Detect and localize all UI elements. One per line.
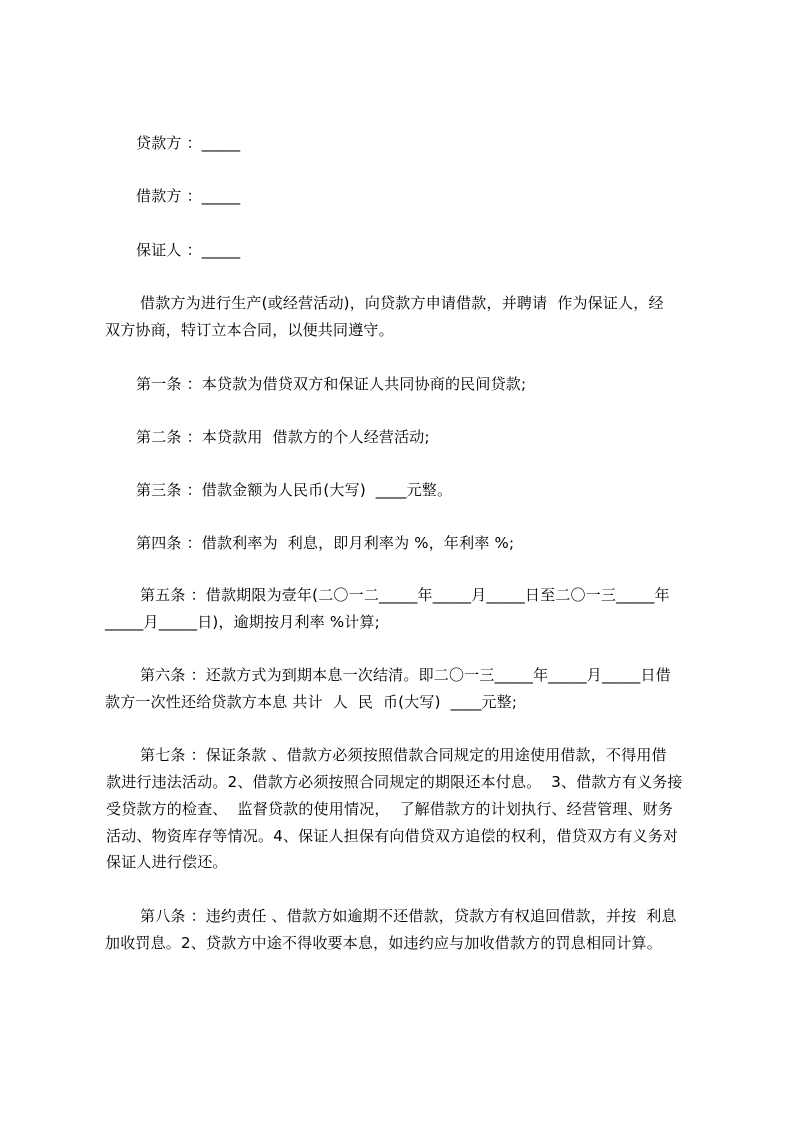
article-8-line-2: 加收罚息。2、贷款方中途不得收要本息，如违约应与加收借款方的罚息相同计算。 — [105, 934, 662, 952]
guarantor-line: 保证人 ：_____ — [136, 241, 241, 259]
article-6-line-2: 款方一次性还给贷款方本息 共计 人 民 币(大写) ____元整; — [105, 693, 518, 711]
article-7-line-3: 受贷款方的检查、 监督贷款的使用情况， 了解借款方的计划执行、经营管理、财务 — [106, 800, 674, 818]
preamble-line-2: 双方协商，特订立本合同，以便共同遵守。 — [105, 321, 394, 339]
article-1: 第一条 ：本贷款为借贷双方和保证人共同协商的民间贷款; — [136, 375, 527, 393]
article-6-line-1: 第六条 ：还款方式为到期本息一次结清。即二〇一三_____年_____月_____日借 — [140, 666, 671, 684]
article-7-line-4: 活动、物资库存等情况。4、保证人担保有向借贷双方追偿的权利，借贷双方有义务对 — [106, 827, 679, 845]
article-7-line-5: 保证人进行偿还。 — [106, 853, 228, 871]
article-2: 第二条 ：本贷款用 借款方的个人经营活动; — [136, 428, 430, 446]
article-5-line-1: 第五条 ：借款期限为壹年(二〇一二_____年_____月_____日至二〇一三_____年 — [140, 586, 670, 604]
preamble-line-1: 借款方为进行生产(或经营活动)，向贷款方申请借款，并聘请 作为保证人，经 — [140, 294, 664, 312]
lender-line: 贷款方 ：_____ — [136, 134, 241, 152]
article-3: 第三条 ：借款金额为人民币(大写) ____元整。 — [136, 481, 453, 499]
article-8-line-1: 第八条 ：违约责任 、借款方如逾期不还借款，贷款方有权追回借款，并按 利息 — [140, 907, 677, 925]
borrower-line: 借款方 ：_____ — [136, 187, 241, 205]
article-7-line-1: 第七条 ：保证条款 、借款方必须按照借款合同规定的用途使用借款，不得用借 — [140, 746, 667, 764]
article-4: 第四条 ：借款利率为 利息，即月利率为 %，年利率 %; — [136, 534, 515, 552]
article-5-line-2: _____月_____日)，逾期按月利率 %计算; — [105, 613, 380, 631]
article-7-line-2: 款进行违法活动。2、借款方必须按照合同规定的期限还本付息。 3、借款方有义务接 — [106, 773, 683, 791]
